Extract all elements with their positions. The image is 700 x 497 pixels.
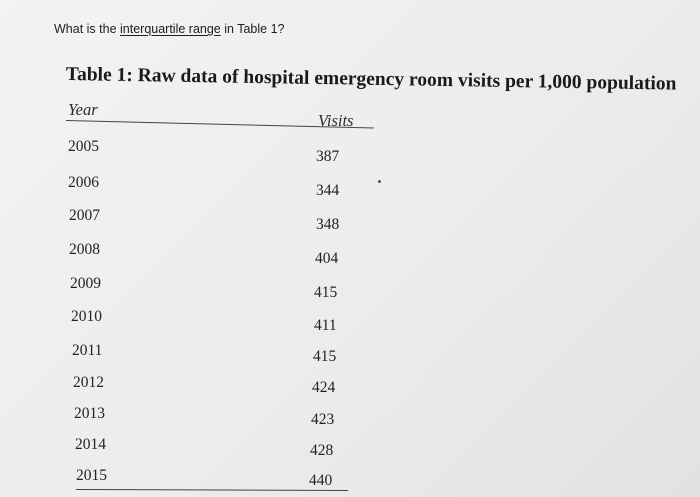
year-cell: 2008 bbox=[69, 241, 100, 258]
year-cell: 2011 bbox=[72, 342, 103, 359]
year-cell: 2013 bbox=[74, 405, 105, 422]
visits-cell: 440 bbox=[309, 472, 333, 489]
year-cell: 2015 bbox=[76, 467, 107, 484]
visits-column-header: Visits bbox=[318, 111, 354, 130]
year-cell: 2005 bbox=[68, 138, 99, 155]
visits-cell: 404 bbox=[315, 250, 339, 267]
visits-cell: 424 bbox=[312, 379, 336, 396]
table-bottom-rule bbox=[76, 489, 348, 491]
visits-cell: 428 bbox=[310, 442, 334, 459]
year-cell: 2012 bbox=[73, 374, 104, 391]
question-term: interquartile range bbox=[120, 22, 221, 36]
question-text bbox=[54, 22, 284, 36]
year-cell: 2009 bbox=[70, 275, 101, 292]
visits-cell: 415 bbox=[314, 284, 338, 301]
question-prefix: What is the bbox=[54, 22, 120, 36]
year-column-header: Year bbox=[68, 100, 98, 119]
visits-cell: 348 bbox=[316, 216, 340, 233]
visits-cell: 411 bbox=[314, 317, 337, 334]
year-cell: 2010 bbox=[71, 308, 102, 325]
visits-cell: 415 bbox=[313, 348, 337, 365]
year-cell: 2007 bbox=[69, 207, 100, 224]
year-cell: 2014 bbox=[75, 436, 106, 453]
visits-cell: 387 bbox=[316, 148, 340, 165]
table-title: Table 1: Raw data of hospital emergency room visits per 1,000 population bbox=[65, 64, 677, 95]
paper-speck bbox=[378, 180, 381, 183]
visits-cell: 344 bbox=[316, 182, 340, 199]
year-cell: 2006 bbox=[68, 174, 99, 191]
visits-cell: 423 bbox=[311, 411, 335, 428]
question-suffix: in Table 1? bbox=[220, 22, 285, 36]
